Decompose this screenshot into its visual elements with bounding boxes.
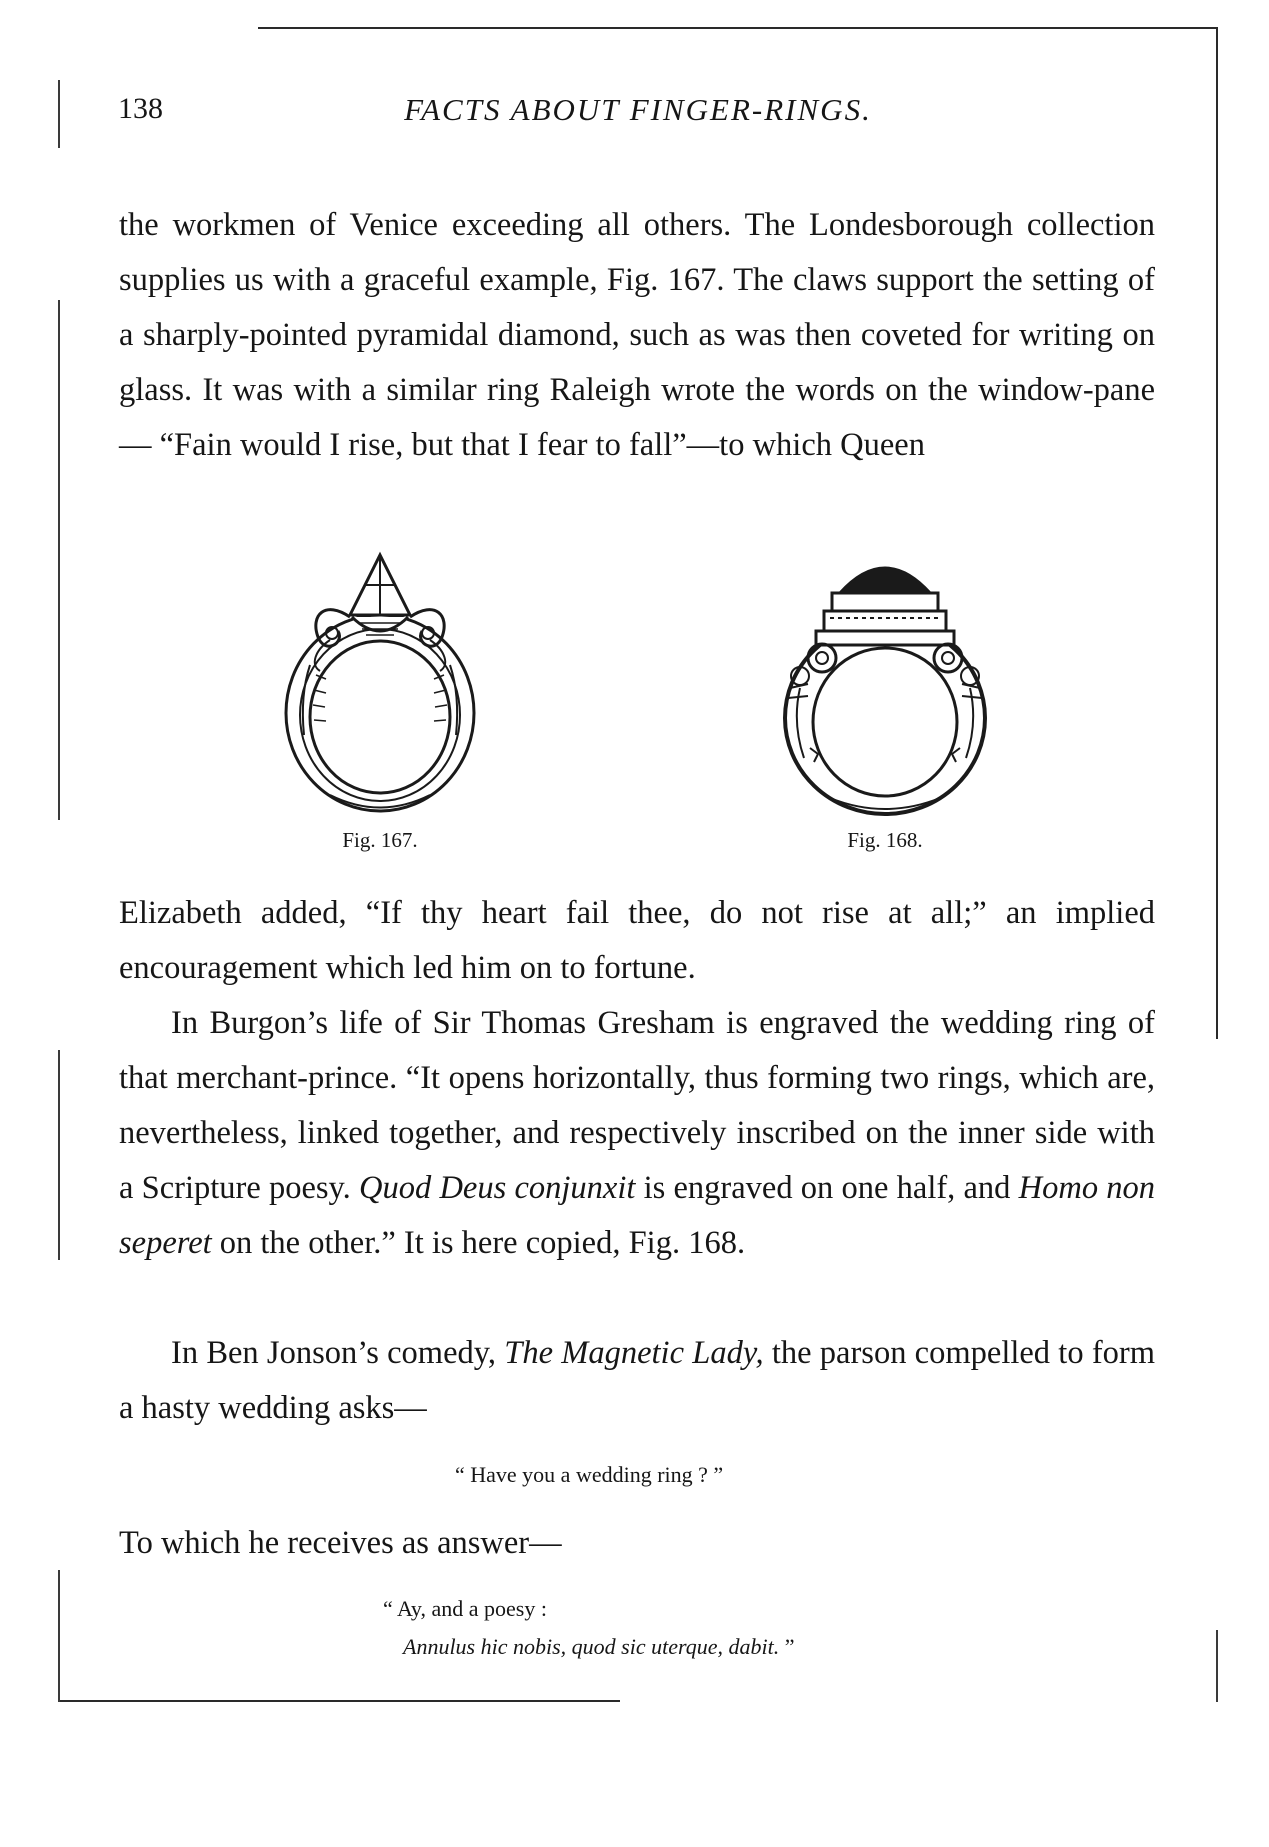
paragraph-5: To which he receives as answer— bbox=[119, 1525, 562, 1561]
paragraph-3 bbox=[119, 996, 1155, 1271]
margin-mark bbox=[58, 1570, 60, 1702]
right-rule bbox=[1216, 27, 1218, 1039]
paragraph-4-text: the parson compelled to form a hasty wedding asks— bbox=[119, 1335, 1155, 1426]
play-title: The Magnetic Lady, bbox=[504, 1335, 764, 1371]
paragraph-2: Elizabeth added, “If thy heart fail thee, do not rise at all;” an implied encouragement which led him on to fortune. bbox=[119, 895, 1155, 986]
quote-poesy-line-1: “ Ay, and a poesy : bbox=[383, 1596, 547, 1621]
ring-illustration-fig-167 bbox=[270, 545, 490, 815]
paragraph-1: the workmen of Venice exceeding all others. The Londesborough collection supplies us with a graceful example, Fig. 167. The claws support the setting of a sharply-pointed pyramidal diamond, such as was then coveted for writing on glass. It was with a similar ring Raleigh wrote the words on the window-pane— “Fain would I rise, but that I fear to fall”—to which Queen bbox=[119, 207, 1155, 463]
latin-phrase-quod-deus: Quod Deus conjunxit bbox=[359, 1170, 636, 1206]
quote-wedding-ring: “ Have you a wedding ring ? ” bbox=[455, 1462, 724, 1487]
running-title: FACTS ABOUT FINGER-RINGS. bbox=[404, 92, 872, 127]
paragraph-3-text: is engraved on one half, and bbox=[643, 1170, 1011, 1206]
latin-phrase-homo-non: Homo non seperet bbox=[119, 1170, 1156, 1261]
paragraph-4 bbox=[119, 1326, 1155, 1436]
quote-poesy-line-2: Annulus hic nobis, quod sic uterque, dabit. bbox=[403, 1634, 780, 1659]
paragraph-3-text: In Burgon’s life of Sir Thomas Gresham is engraved the wedding ring of that merchant-prince. “It opens horizontally, thus forming two rings, which are, nevertheless, linked together, and respectively inscribed on the inner side with a Scripture poesy. bbox=[119, 1005, 1155, 1206]
paragraph-3-text: on the other.” It is here copied, Fig. 168. bbox=[219, 1225, 746, 1261]
margin-mark bbox=[1216, 1630, 1218, 1702]
margin-mark bbox=[58, 1050, 60, 1260]
figure-caption-167: Fig. 167. bbox=[342, 828, 418, 852]
page-header bbox=[118, 92, 1158, 136]
margin-mark bbox=[58, 80, 60, 148]
quote-poesy bbox=[383, 1590, 794, 1666]
page-number: 138 bbox=[118, 92, 163, 125]
paragraph-4-text: In Ben Jonson’s comedy, bbox=[171, 1335, 497, 1371]
quote-poesy-close: ” bbox=[779, 1634, 795, 1659]
top-rule bbox=[258, 27, 1218, 29]
figure-caption-168: Fig. 168. bbox=[847, 828, 923, 852]
ring-illustration-fig-168 bbox=[770, 548, 1000, 818]
margin-mark bbox=[58, 300, 60, 820]
bottom-rule bbox=[60, 1700, 620, 1702]
